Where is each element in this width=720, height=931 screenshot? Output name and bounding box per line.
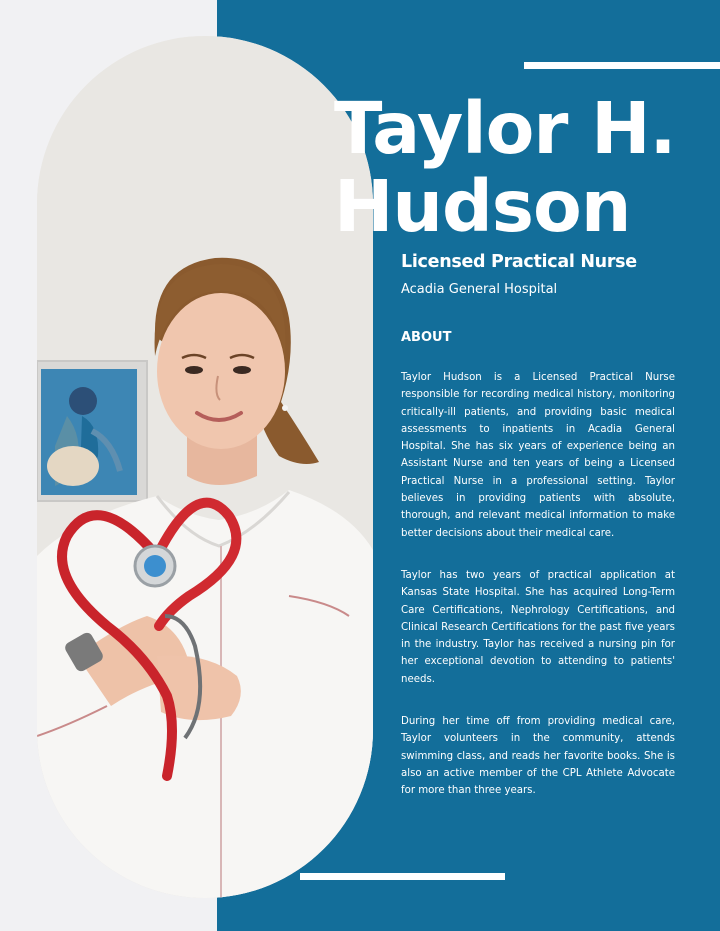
employer-name: Acadia General Hospital	[401, 282, 558, 297]
bottom-accent-bar	[300, 873, 505, 880]
name-last-line: Hudson	[334, 165, 631, 248]
about-paragraph: Taylor has two years of practical application at Kansas State Hospital. She has acquired Long-Term Care Certifications, Nephrology Certifications, and Clinical Research Certifications for the past five years in the industry. Taylor has received a nursing pin for her exceptional devotion to attending to patients' needs.	[401, 569, 675, 685]
name-first-line: Taylor H.	[334, 87, 676, 170]
about-section	[401, 369, 675, 825]
job-title: Licensed Practical Nurse	[401, 252, 637, 272]
nurse-portrait-illustration	[37, 36, 373, 898]
profile-photo	[37, 36, 373, 898]
about-heading: ABOUT	[401, 330, 452, 345]
top-accent-bar	[524, 62, 720, 69]
about-paragraph: Taylor Hudson is a Licensed Practical Nurse responsible for recording medical history, monitoring critically-ill patients, and providing basic medical assessments to inpatients in Acadia General Hospital. She has six years of experience being an Assistant Nurse and ten years of being a Licensed Practical Nurse in a professional setting. Taylor believes in providing patients with absolute, thorough, and relevant medical information to make better decisions about their medical care.	[401, 372, 675, 539]
person-name	[334, 87, 676, 248]
about-paragraph: During her time off from providing medical care, Taylor volunteers in the community, attends swimming class, and reads her favorite books. She is also an active member of the CPL Athlete Advocate for more than three years.	[401, 716, 675, 797]
